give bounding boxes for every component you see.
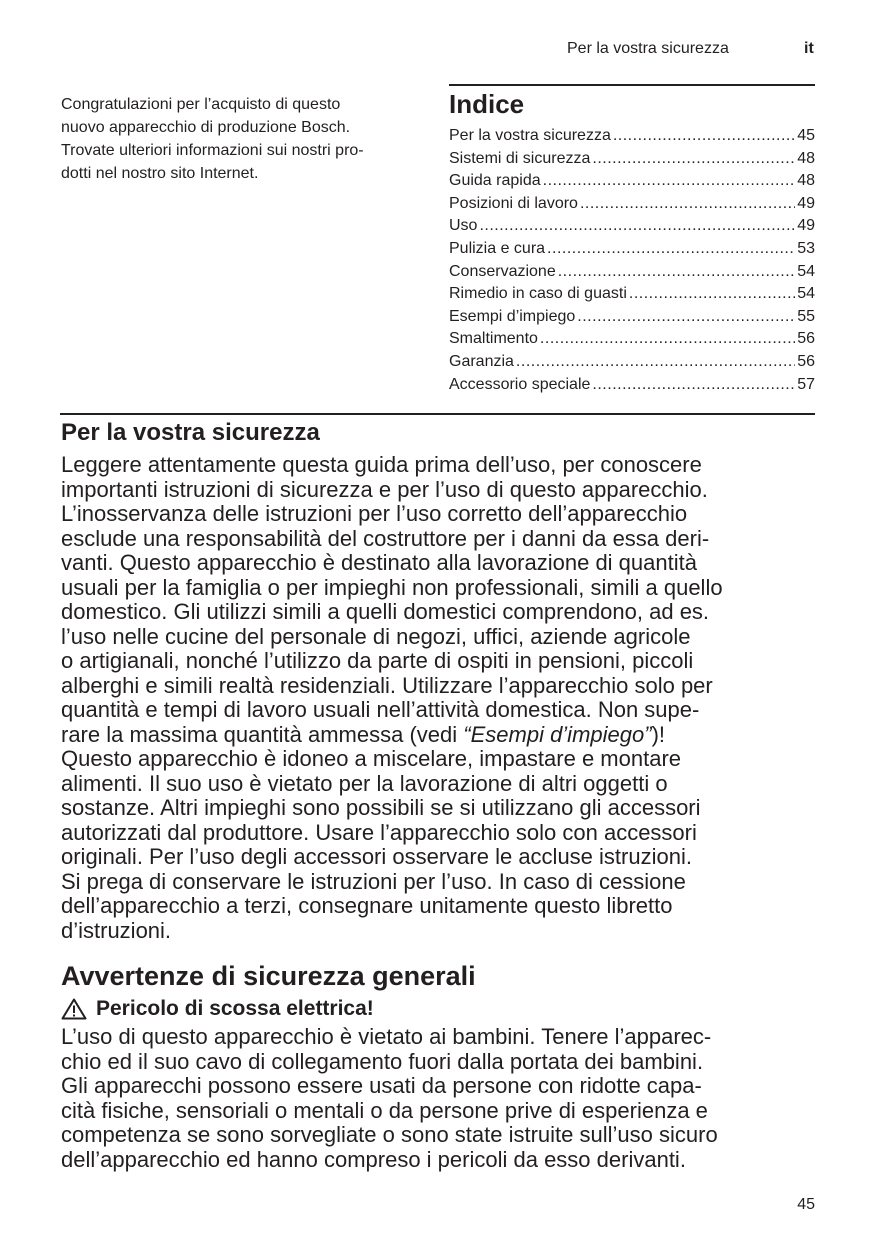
safety-line: quantità e tempi di lavoro usuali nell’attività domestica. Non supe- <box>61 697 700 722</box>
toc-item-label: Accessorio speciale <box>449 375 591 393</box>
toc-item-page: 55 <box>797 307 815 325</box>
toc-item-page: 56 <box>797 352 815 370</box>
language-code: it <box>804 40 814 57</box>
intro-line: Trovate ulteriori informazioni sui nostri pro- <box>61 142 364 159</box>
toc-leader-dots <box>547 238 795 261</box>
intro-paragraph <box>61 93 421 185</box>
toc-item-garanzia[interactable] <box>449 351 815 374</box>
safety-line: vanti. Questo apparecchio è destinato alla lavorazione di quantità <box>61 550 697 575</box>
toc-item-pulizia-e-cura[interactable] <box>449 238 815 261</box>
toc-item-accessorio-speciale[interactable] <box>449 374 815 397</box>
page-number: 45 <box>797 1196 815 1213</box>
safety-line: esclude una responsabilità del costruttore per i danni da essa deri- <box>61 525 710 551</box>
toc-leader-dots <box>543 170 796 193</box>
toc-item-page: 45 <box>797 127 815 144</box>
general-line: Gli apparecchi possono essere usati da persone con ridotte capa- <box>61 1073 702 1098</box>
safety-line: Leggere attentamente questa guida prima dell’uso, per conoscere <box>61 452 702 477</box>
toc-item-label: Garanzia <box>449 352 514 370</box>
toc-list <box>449 125 815 396</box>
section-rule <box>60 413 815 415</box>
toc-item-label: Guida rapida <box>449 172 541 190</box>
intro-line: Congratulazioni per l’acquisto di questo <box>61 96 341 113</box>
toc-leader-dots <box>558 261 795 284</box>
toc-item-label: Smaltimento <box>449 330 538 348</box>
toc-leader-dots <box>516 351 795 374</box>
toc-leader-dots <box>580 193 795 216</box>
general-line: L’uso di questo apparecchio è vietato ai bambini. Tenere l’apparec- <box>61 1024 712 1049</box>
toc-leader-dots <box>540 328 795 351</box>
toc-item-label: Pulizia e cura <box>449 239 546 257</box>
safety-line: L’inosservanza delle istruzioni per l’uso corretto dell’apparecchio <box>61 501 688 526</box>
toc-item-label: Per la vostra sicurezza <box>449 127 611 144</box>
toc-top-rule <box>449 84 815 86</box>
toc-leader-dots <box>479 215 795 238</box>
safety-line: usuali per la famiglia o per impieghi non professionali, simili a quello <box>61 574 723 600</box>
toc-item-label: Posizioni di lavoro <box>449 194 578 212</box>
toc-item-page: 54 <box>797 262 815 280</box>
toc-item-sistemi-di-sicurezza[interactable] <box>449 148 815 171</box>
toc-item-page: 54 <box>797 285 815 303</box>
safety-line: domestico. Gli utilizzi simili a quelli domestici comprendono, ad es. <box>61 599 710 624</box>
toc-item-posizioni-di-lavoro[interactable] <box>449 193 815 216</box>
toc-item-page: 49 <box>797 217 815 235</box>
toc-item-per-la-vostra-sicurezza[interactable] <box>449 125 815 148</box>
toc-item-page: 56 <box>797 330 815 348</box>
intro-line: nuovo apparecchio di produzione Bosch. <box>61 119 351 136</box>
toc-item-page: 48 <box>797 149 815 167</box>
toc-item-label: Rimedio in caso di guasti <box>449 285 627 303</box>
toc-item-rimedio-in-caso-di-guasti[interactable] <box>449 283 815 306</box>
ref-prefix: rare la massima quantità ammessa (vedi <box>61 721 464 747</box>
safety-line: d’istruzioni. <box>61 917 172 943</box>
safety-line: alberghi e simili realtà residenziali. Utilizzare l’apparecchio solo per <box>61 672 713 698</box>
toc-item-page: 57 <box>797 375 815 393</box>
safety-paragraph <box>61 453 821 943</box>
general-line: competenza se sono sorvegliate o sono state istruite sull’uso sicuro <box>61 1122 718 1147</box>
general-line: dell’apparecchio ed hanno compreso i pericoli da esso derivanti. <box>61 1146 686 1172</box>
electric-shock-warning <box>61 997 374 1021</box>
safety-line: autorizzati dal produttore. Usare l’apparecchio solo con accessori <box>61 819 697 845</box>
toc-item-page: 53 <box>797 239 815 257</box>
ref-suffix: )! <box>651 721 666 747</box>
toc-item-conservazione[interactable] <box>449 261 815 284</box>
running-header-section: Per la vostra sicurezza <box>567 40 729 57</box>
warning-text: Pericolo di scossa elettrica! <box>96 997 374 1020</box>
general-line: cità fisiche, sensoriali o mentali o da persone prive di esperienza e <box>61 1097 708 1123</box>
cross-reference-link[interactable]: “Esempi d’impiego” <box>463 721 652 747</box>
safety-line: importanti istruzioni di sicurezza e per l’uso di questo apparecchio. <box>61 476 708 502</box>
warning-triangle-icon <box>61 998 87 1020</box>
intro-line: dotti nel nostro sito Internet. <box>61 165 259 182</box>
toc-title: Indice <box>449 89 525 119</box>
safety-line: Si prega di conservare le istruzioni per l’uso. In caso di cessione <box>61 868 686 894</box>
toc-item-esempi-d-impiego[interactable] <box>449 306 815 329</box>
toc-item-page: 49 <box>797 194 815 212</box>
safety-line: dell’apparecchio a terzi, consegnare unitamente questo libretto <box>61 893 673 918</box>
toc-item-page: 48 <box>797 172 815 190</box>
toc-item-label: Uso <box>449 217 478 235</box>
toc-item-uso[interactable] <box>449 215 815 238</box>
safety-line: l’uso nelle cucine del personale di negozi, uffici, aziende agricole <box>61 623 691 649</box>
safety-heading: Per la vostra sicurezza <box>61 419 320 446</box>
toc-leader-dots <box>592 374 795 397</box>
toc-item-label: Esempi d’impiego <box>449 307 576 325</box>
general-paragraph <box>61 1025 821 1172</box>
safety-line-with-reference <box>61 723 821 748</box>
toc-item-smaltimento[interactable] <box>449 328 815 351</box>
general-line: chio ed il suo cavo di collegamento fuori dalla portata dei bambini. <box>61 1048 704 1074</box>
safety-line: sostanze. Altri impieghi sono possibili se si utilizzano gli accessori <box>61 795 701 820</box>
safety-line: o artigianali, nonché l’utilizzo da parte di ospiti in pensioni, piccoli <box>61 648 694 673</box>
toc-leader-dots <box>629 283 795 306</box>
toc-item-label: Sistemi di sicurezza <box>449 149 591 167</box>
toc-item-label: Conservazione <box>449 262 556 280</box>
safety-line: alimenti. Il suo uso è vietato per la lavorazione di altri oggetti o <box>61 770 668 796</box>
toc-item-guida-rapida[interactable] <box>449 170 815 193</box>
toc-leader-dots <box>592 148 795 171</box>
general-safety-heading: Avvertenze di sicurezza generali <box>61 961 476 991</box>
safety-line: Questo apparecchio è idoneo a miscelare, impastare e montare <box>61 746 682 771</box>
toc-leader-dots <box>613 125 795 148</box>
toc-leader-dots <box>577 306 795 329</box>
safety-line: originali. Per l’uso degli accessori osservare le accluse istruzioni. <box>61 844 692 869</box>
